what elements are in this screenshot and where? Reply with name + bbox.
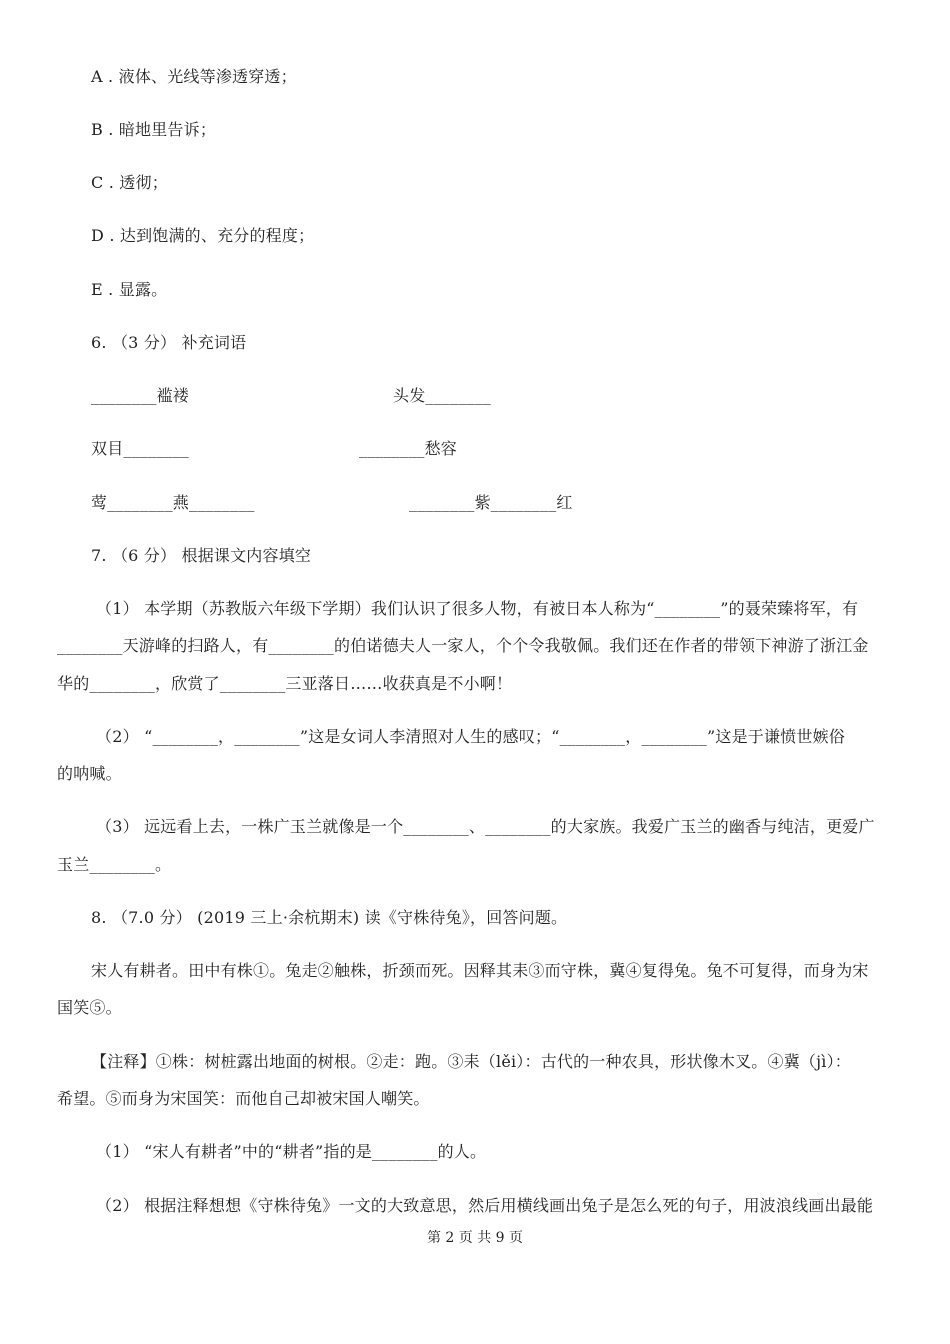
- paragraph-line: 宋人有耕者。田中有株①。兔走②触株，折颈而死。因释其耒③而守株，冀④复得兔。兔不可复得，而身为宋: [91, 961, 869, 980]
- option-e: E . 显露。: [91, 280, 168, 299]
- fill-blank-item: ________愁容: [359, 439, 458, 458]
- option-c: C . 透彻；: [91, 173, 168, 192]
- fill-blank-item: 头发________: [393, 386, 492, 405]
- sub-question: （1） “宋人有耕者”中的“耕者”指的是________的人。: [96, 1142, 487, 1161]
- fill-blank-item: ________紫________红: [409, 493, 573, 512]
- paragraph-line: （1） 本学期（苏教版六年级下学期）我们认识了很多人物，有被日本人称为“________”的聂荣臻将军，有: [96, 599, 859, 618]
- annotation-line: 希望。⑤而身为宋国笑：而他自己却被宋国人嘲笑。: [57, 1089, 430, 1108]
- fill-blank-item: 双目________: [91, 439, 190, 458]
- paragraph-line: 的呐喊。: [57, 764, 122, 783]
- question-6-heading: 6. （3 分） 补充词语: [91, 333, 247, 352]
- sub-question: （2） 根据注释想想《守株待兔》一文的大致意思，然后用横线画出兔子是怎么死的句子，用波浪线画出最能: [96, 1196, 874, 1215]
- question-8-heading: 8. （7.0 分） (2019 三上·余杭期末) 读《守株待兔》，回答问题。: [91, 908, 568, 927]
- paragraph-line: （3） 远远看上去，一株广玉兰就像是一个________、________的大家族。我爱广玉兰的幽香与纯洁，更爱广: [96, 817, 875, 836]
- fill-blank-item: 莺________燕________: [91, 493, 255, 512]
- paragraph-line: 玉兰________。: [57, 855, 172, 874]
- option-a: A . 液体、光线等渗透穿透；: [91, 67, 297, 86]
- option-d: D . 达到饱满的、充分的程度；: [91, 226, 315, 245]
- fill-blank-item: ________褴褛: [91, 386, 190, 405]
- question-7-heading: 7. （6 分） 根据课文内容填空: [91, 546, 312, 565]
- page-footer: 第 2 页 共 9 页: [426, 1230, 524, 1246]
- paragraph-line: （2） “________，________”这是女词人李清照对人生的感叹；“________，________”这是于谦愤世嫉俗: [96, 727, 845, 746]
- annotation-line: 【注释】①株：树桩露出地面的树根。②走：跑。③耒（lěi）：古代的一种农具，形状像木叉。④冀（jì）：: [91, 1052, 851, 1071]
- option-b: B . 暗地里告诉；: [91, 120, 217, 139]
- paragraph-line: 国笑⑤。: [57, 998, 122, 1017]
- paragraph-line: 华的________，欣赏了________三亚落日……收获真是不小啊！: [57, 674, 513, 693]
- paragraph-line: ________天游峰的扫路人，有________的伯诺德夫人一家人，个个令我敬佩。我们还在作者的带领下神游了浙江金: [57, 636, 869, 655]
